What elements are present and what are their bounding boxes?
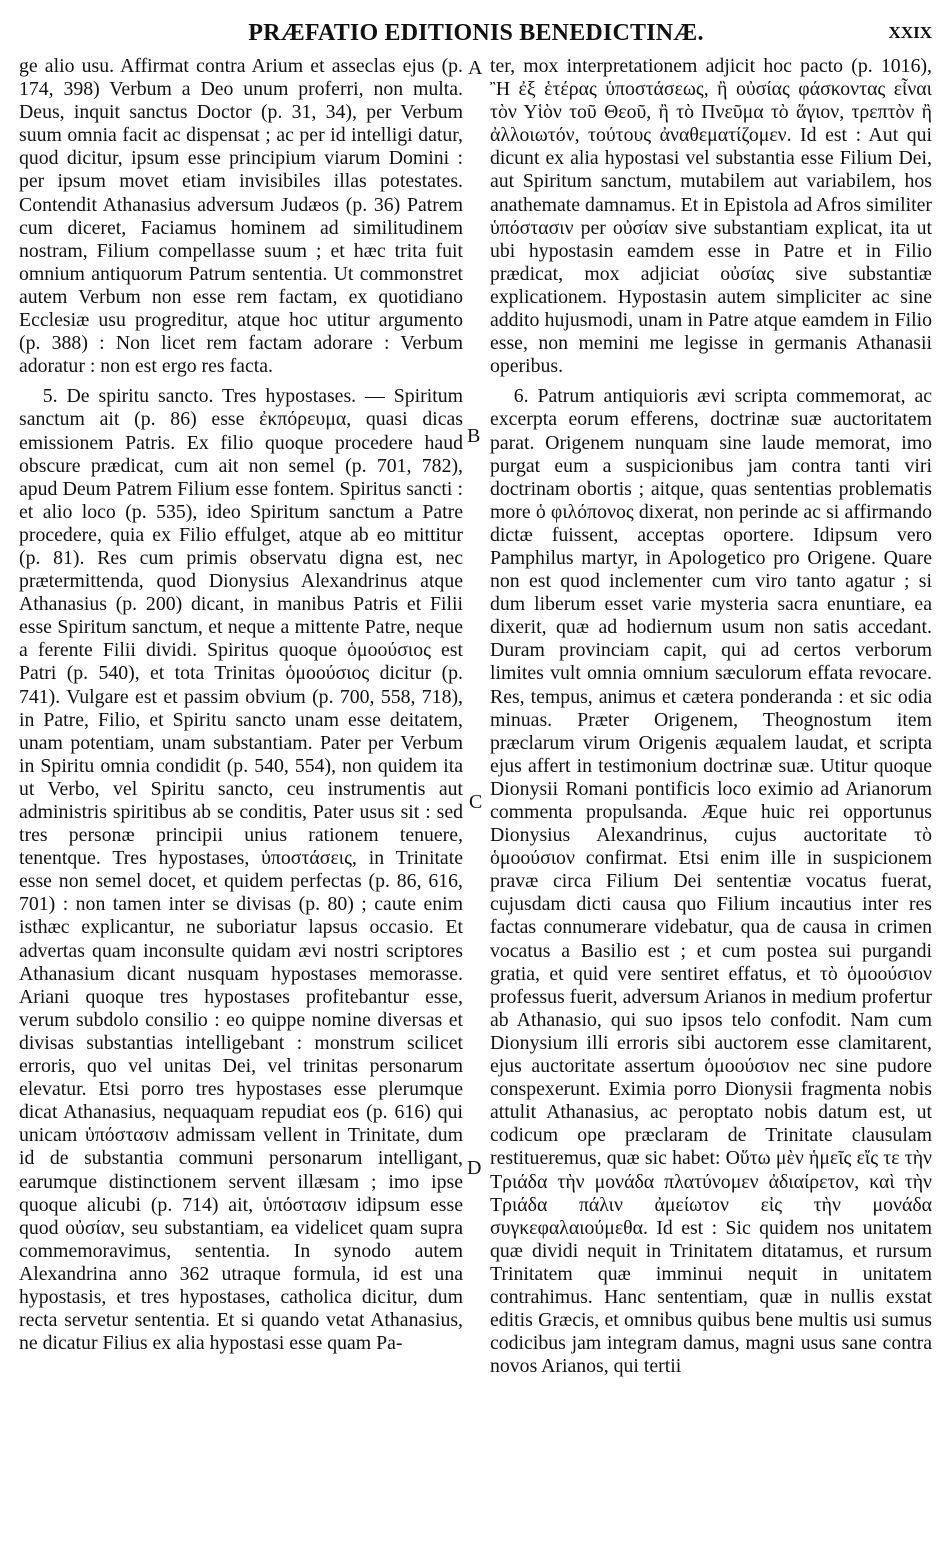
left-paragraph-2: 5. De spiritu sancto. Tres hypostases. — Spiritum sanctum ait (p. 86) esse ἐκπόρευμα, quasi dicas emissionem Patris. Ex filio quoque procedere haud obscure prædicat, cum ait non semel (p. 701, 782), apud Deum Patrem Filium esse fontem. Spiritus sancti : et alio loco (p. 535), ideo Spiritum sanctum a Patre procedere, quia ex Filio effulget, atque ab eo mittitur (p. 81). Res cum primis observatu digna est, nec prætermittenda, quod Dionysius Alexandrinus atque Athanasius (p. 200) dicant, in manibus Patris et Filii esse Spiritum sanctum, et neque a mittente Patre, neque a ferente Filii dividi. Spiritus quoque ὁμοούσιος est Patri (p. 540), et tota Trinitas ὁμοούσιος dicitur (p. 741). Vulgare est et passim obvium (p. 700, 558, 718), in Patre, Filio, et Spiritu sancto unam esse deitatem, unam potentiam, unam substantiam. Pater per Verbum in Spiritu omnia condidit (p. 540, 554), non quidem ita ut Verbo, vel Spiritu sancto, ceu instrumentis aut administris spiritibus ab se conditis, Pater usus sit : sed tres personæ principii unius rationem tenuere, tenentque. Tres hypostases, ὑποστάσεις, in Trinitate esse non semel docet, et quidem perfectas (p. 86, 616, 701) : non tamen inter se divisas (p. 80) ; caute enim isthæc explicantur, ne suboriatur lapsus occasio. Et advertas quam inconsulte quidam ævi nostri scriptores Athanasium dicant nusquam hypostases memorasse. Ariani quoque tres hypostases profitebantur esse, verum subdolo consilio : eo quippe nomine diversas et divisas substantias intelligebant : monstrum scilicet erroris, quo vel unitas Dei, vel trinitas personarum elevatur. Etsi porro tres hypostases esse plerumque dicat Athanasius, nequaquam repudiat eos (p. 616) qui unicam ὑπόστασιν admissam vellent in Trinitate, dum id de substantia communi personarum intelligant, earumque distinctionem servent illæsam ; imo ipse quoque alicubi (p. 714) ait, ὑπόστασιν idipsum esse quod οὐσίαν, seu substantiam, ea videlicet quam supra commemoravimus, sententia. In synodo autem Alexandrina anno 362 utraque formula, id est una hypostasis, et tres hypostases, catholica dicitur, dum recta servetur sententia. Et si quando vetat Athanasius, ne dicatur Filius ex alia hypostasi esse quam Pa- <box>19 385 463 1355</box>
page-title: PRÆFATIO EDITIONIS BENEDICTINÆ. <box>248 20 704 46</box>
right-column <box>490 55 932 1378</box>
left-paragraph-1: ge alio usu. Affirmat contra Arium et asseclas ejus (p. 174, 398) Verbum a Deo unum proferri, non multa. Deus, inquit sanctus Doctor (p. 31, 34), per Verbum suum omnia facit ac dispensat ; ac per id intelligi datur, quod dicitur, ipsum esse principium viarum Domini : per ipsum movet etiam invisibiles illas potestates. Contendit Athanasius adversum Judæos (p. 36) Patrem cum diceret, Faciamus hominem ad similitudinem nostram, Filium compellasse suum ; et hæc trita fuit omnium antiquorum Patrum sententia. Ut commonstret autem Verbum non esse rem factam, ex quotidiano Ecclesiæ usu progreditur, atque hoc utitur argumento (p. 388) : Non licet rem factam adorare : Verbum adoratur : non est ergo res facta. <box>19 55 463 378</box>
margin-letter-b: B <box>467 425 481 447</box>
right-paragraph-1: ter, mox interpretationem adjicit hoc pacto (p. 1016), Ἢ ἐξ ἑτέρας ὑποστάσεως, ἢ οὐσίας φάσκοντας εἶναι τὸν Υἱὸν τοῦ Θεοῦ, ἢ τὸ Πνεῦμα τὸ ἅγιον, τρεπτὸν ἢ ἀλλοιωτόν, τούτους ἀναθεματίζομεν. Id est : Aut qui dicunt ex alia hypostasi vel substantia esse Filium Dei, aut Spiritum sanctum, mutabilem aut variabilem, hos anathemate damnamus. Et in Epistola ad Afros similiter ὑπόστασιν per οὐσίαν sive substantiam explicat, ita ut ubi hypostasin eamdem esse in Patre et in Filio prædicat, mox adjiciat οὐσίας sive substantiæ explicationem. Hypostasin autem simpliciter ac sine addito hujusmodi, unam in Patre atque eamdem in Filio esse, non memini me legisse in germanis Athanasii operibus. <box>490 55 932 378</box>
margin-letter-c: C <box>469 791 483 813</box>
right-paragraph-2: 6. Patrum antiquioris ævi scripta commemorat, ac excerpta eorum efferens, doctrinæ suæ auctoritatem parat. Origenem nunquam sine laude memorat, imo purgat eum a suspicionibus jam contra tanti viri doctrinam obortis ; aitque, quas sententias problematis more ὁ φιλόπονος dixerat, non perinde ac si affirmando dictæ fuissent, acceptas oportere. Idipsum vero Pamphilus martyr, in Apologetico pro Origene. Quare non est quod inclementer cum viro tanto agatur ; si dum liberum esset varie mysteria sacra enuntiare, ea dixerit, quæ ad hodiernum usum non satis accedant. Duram provinciam capit, qui ad certos verborum limites vult omnia omnium sæculorum effata revocare. Res, tempus, animus et cætera ponderanda : et sic odia minuas. Præter Origenem, Theognostum item præclarum virum Origenis æqualem laudat, et scripta ejus affert in testimonium doctrinæ suæ. Utitur quoque Dionysii Romani pontificis loco eximio ad Arianorum commenta propulsanda. Æque huic rei opportunus Dionysius Alexandrinus, cujus auctoritate τὸ ὁμοούσιον confirmat. Etsi enim ille in suspicionem pravæ circa Filium Dei sententiæ vocatus fuerat, cujusdam dicti causa quo Filium incautius inter res factas connumerare videbatur, qua de causa in crimen vocatus a Basilio est ; et cum postea sui purgandi gratia, et quid vere sentiret effatus, et τὸ ὁμοούσιον professus fuerit, adversum Arianos in medium profertur ab Athanasio, qui suo ipsos telo confodit. Nam cum Dionysium illi erroris sibi auctorem esse clamitarent, ejus auctoritate assertum ὁμοούσιον nec sine pudore conspexerunt. Eximia porro Dionysii fragmenta nobis attulit Athanasius, ac peroptato nobis datum est, ut codicum ope præclaram de Trinitate clausulam restitueremus, quæ sic habet: Οὕτω μὲν ἡμεῖς εἴς τε τὴν Τριάδα τὴν μονάδα πλατύνομεν ἀδιαίρετον, καὶ τὴν Τριάδα πάλιν ἀμείωτον εἰς τὴν μονάδα συγκεφαλαιούμεθα. Id est : Sic quidem nos unitatem quæ dividi nequit in Trinitatem ditatamus, et rursum Trinitatem quæ imminui nequit in unitatem contrahimus. Hanc sententiam, quæ in nullis exstat editis Græcis, et omnibus quibus bene multis usi sumus codicibus jam integram damus, magni usus sane contra novos Arianos, qui tertii <box>490 385 932 1378</box>
running-header <box>20 20 932 48</box>
page-number: XXIX <box>888 23 932 42</box>
margin-letter-a: A <box>468 57 483 79</box>
left-column <box>19 55 463 1355</box>
margin-letter-d: D <box>467 1157 482 1179</box>
